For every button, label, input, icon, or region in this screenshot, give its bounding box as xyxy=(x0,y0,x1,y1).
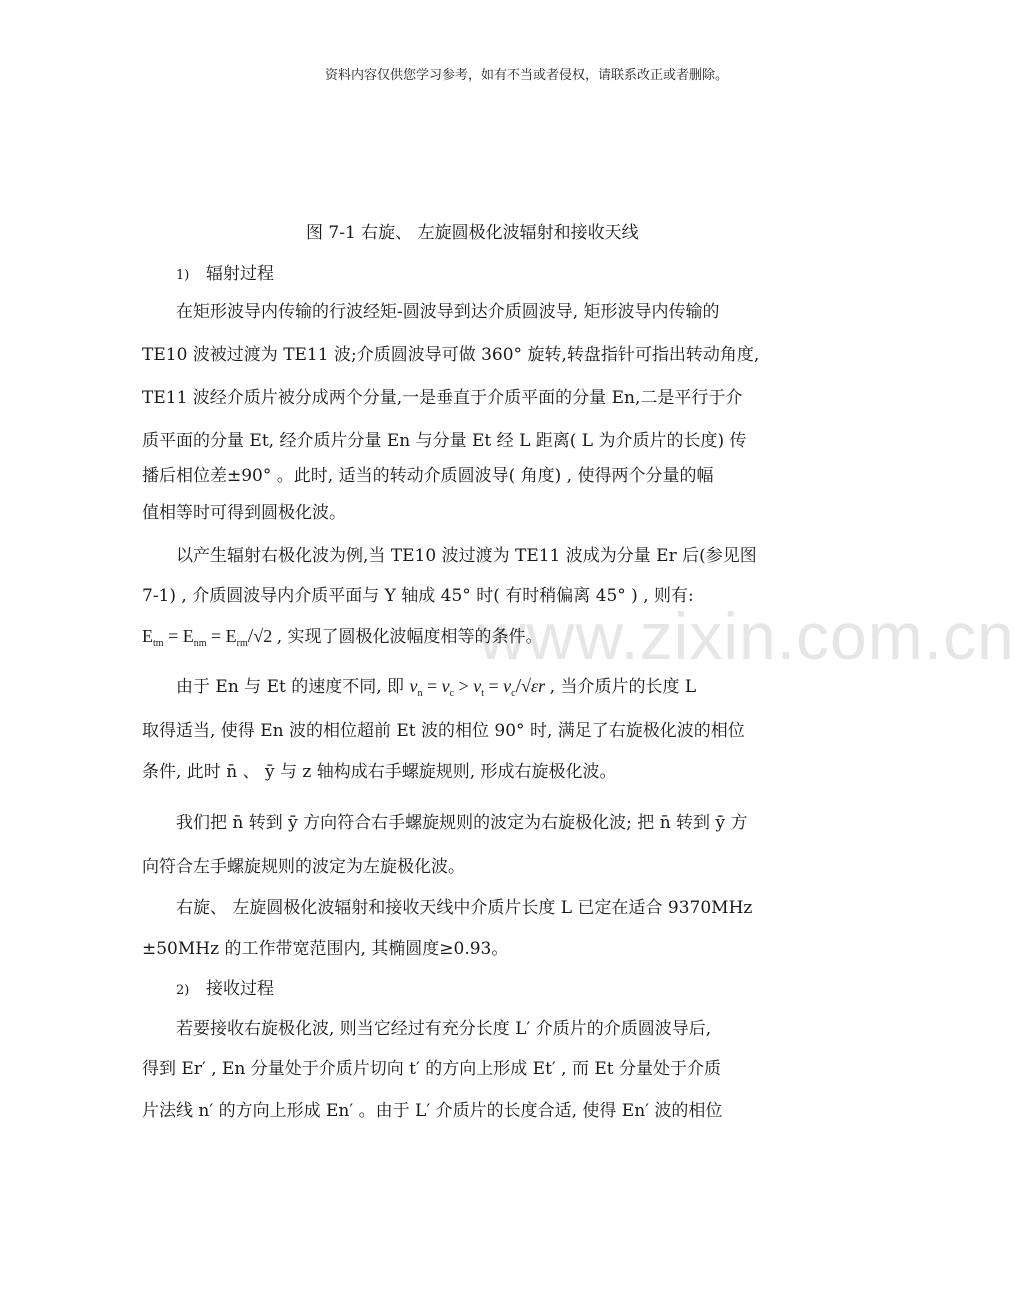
section-title: 接收过程 xyxy=(206,979,274,999)
watermark: www.zixin.com.cn xyxy=(478,599,1015,673)
amplitude-formula: $E_{tm} = E_{nm} = E_{rm}/√2$ xyxy=(142,625,273,649)
paragraph-line: TE11 波经介质片被分成两个分量,一是垂直于介质平面的分量 En,二是平行于介 xyxy=(142,388,743,408)
section-number: 2) xyxy=(176,983,190,998)
velocity-inequality-line: 由于 En 与 Et 的速度不同, 即 $\nu_n = \nu_c > \nu_t = \nu_c/√\varepsilon r$ , 当介质片的长度 L xyxy=(176,675,697,699)
paragraph-line: 7-1) , 介质圆波导内介质平面与 Y 轴成 45° 时( 有时稍偏离 45° ) , 则有: xyxy=(142,586,694,606)
paragraph-line: ±50MHz 的工作带宽范围内, 其椭圆度≥0.93。 xyxy=(142,939,509,959)
paragraph-line: 取得适当, 使得 En 波的相位超前 Et 波的相位 90° 时, 满足了右旋极化波的相位 xyxy=(142,721,745,741)
header-disclaimer: 资料内容仅供您学习参考，如有不当或者侵权，请联系改正或者删除。 xyxy=(325,68,729,83)
paragraph-line: 片法线 n′ 的方向上形成 En′ 。由于 L′ 介质片的长度合适, 使得 En′ 波的相位 xyxy=(142,1101,723,1121)
paragraph-line: 得到 Er′ , En 分量处于介质片切向 t′ 的方向上形成 Et′ , 而 Et 分量处于介质 xyxy=(142,1059,722,1079)
section-number: 1) xyxy=(176,268,190,283)
figure-caption: 图 7-1 右旋、 左旋圆极化波辐射和接收天线 xyxy=(306,223,639,243)
paragraph-line: 质平面的分量 Et, 经介质片分量 En 与分量 Et 经 L 距离( L 为介质片的长度) 传 xyxy=(142,431,747,451)
paragraph-line: 若要接收右旋极化波, 则当它经过有充分长度 L′ 介质片的介质圆波导后, xyxy=(176,1019,712,1039)
paragraph-line: 右旋、 左旋圆极化波辐射和接收天线中介质片长度 L 已定在适合 9370MHz xyxy=(176,898,753,918)
velocity-formula: $\nu_n = \nu_c > \nu_t = \nu_c/√\varepsilon r$ xyxy=(409,675,546,699)
paragraph-line: 播后相位差±90° 。此时, 适当的转动介质圆波导( 角度) , 使得两个分量的幅 xyxy=(142,466,714,486)
paragraph-line: 值相等时可得到圆极化波。 xyxy=(142,503,346,523)
amplitude-equation-line: $E_{tm} = E_{nm} = E_{rm}/√2$ , 实现了圆极化波幅度相等的条件。 xyxy=(142,625,543,649)
paragraph-line: 我们把 n̄ 转到 ȳ 方向符合右手螺旋规则的波定为右旋极化波; 把 n̄ 转到 ȳ 方 xyxy=(176,813,748,833)
paragraph-line: 向符合左手螺旋规则的波定为左旋极化波。 xyxy=(142,857,465,877)
section-title: 辐射过程 xyxy=(206,264,274,284)
section-heading-radiation xyxy=(176,259,274,284)
paragraph-line: 以产生辐射右极化波为例,当 TE10 波过渡为 TE11 波成为分量 Er 后(参见图 xyxy=(176,546,757,566)
paragraph-line: 条件, 此时 n̄ 、 ȳ 与 z 轴构成右手螺旋规则, 形成右旋极化波。 xyxy=(142,762,617,782)
paragraph-line: 在矩形波导内传输的行波经矩-圆波导到达介质圆波导, 矩形波导内传输的 xyxy=(176,302,720,322)
paragraph-line: TE10 波被过渡为 TE11 波;介质圆波导可做 360° 旋转,转盘指针可指出转动角度, xyxy=(142,345,760,365)
section-heading-receiving xyxy=(176,974,274,999)
